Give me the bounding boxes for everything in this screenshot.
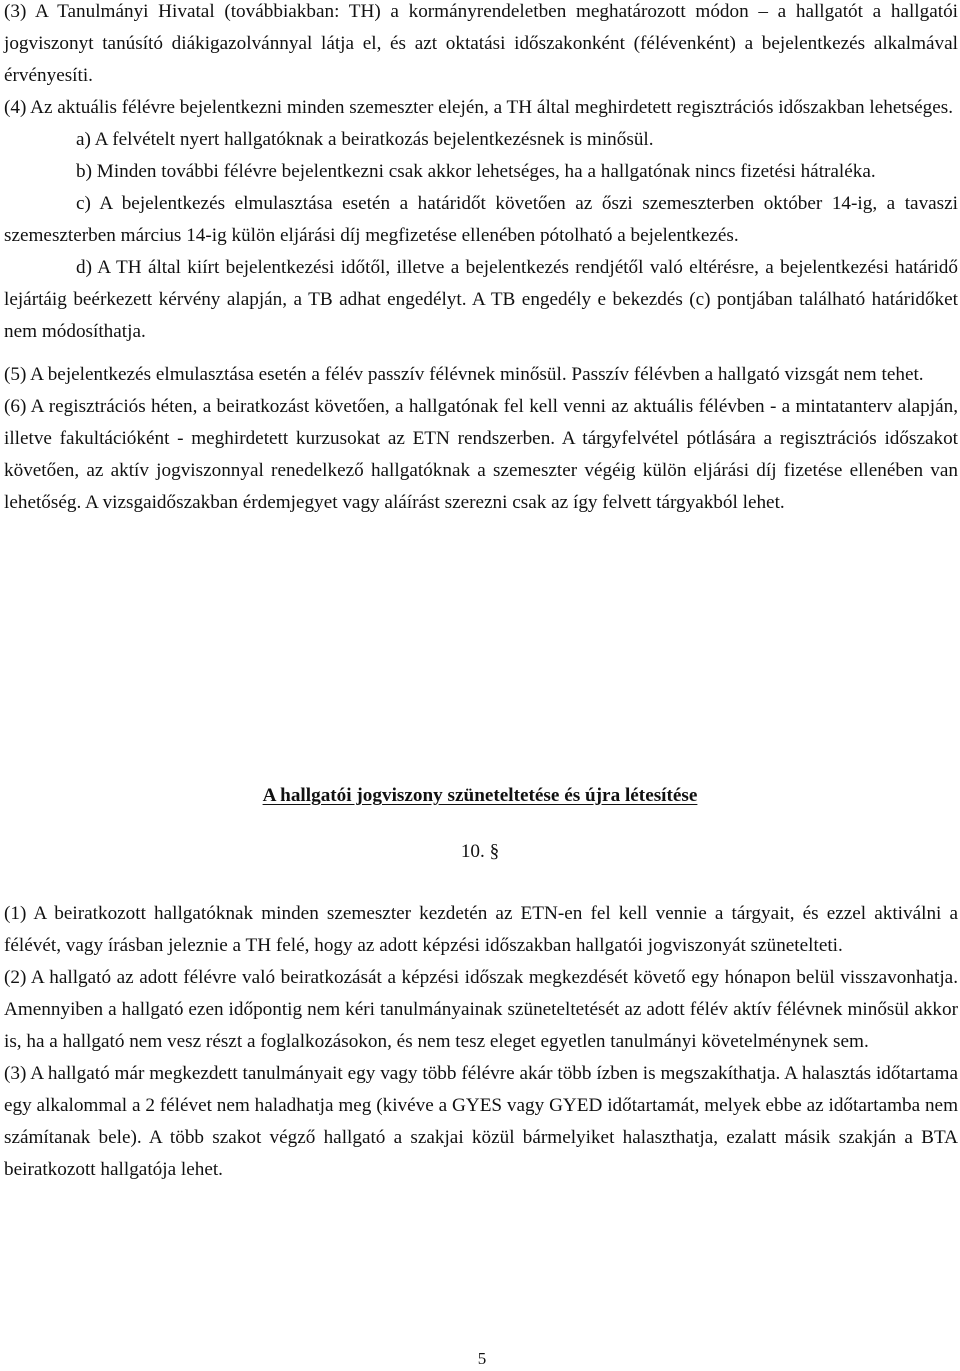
paragraph-4d: d) A TH által kiírt bejelentkezési időtől, illetve a bejelentkezés rendjétől való eltérésre, a bejelentkezési határidő lejártáig beérkezett kérvény alapján, a TB adhat engedélyt. A TB engedély e bekezdés (c) pontjában található határidőket nem módosíthatja.	[4, 257, 958, 342]
paragraph-10-2: (2) A hallgató az adott félévre való beiratkozását a képzési időszak megkezdését követő egy hónapon belül visszavonhatja. Amennyiben a hallgató ezen időpontig nem kéri tanulmányainak szüneteltetését az adott félév aktív félévnek minősül akkor is, ha a hallgató nem vesz részt a foglalkozásokon, és nem tesz eleget egyetlen tanulmányi követelménynek sem.	[4, 967, 958, 1052]
paragraph-3: (3) A Tanulmányi Hivatal (továbbiakban: TH) a kormányrendeletben meghatározott módon – a hallgatót a hallgatói jogviszonyt tanúsító diákigazolvánnyal látja el, és azt oktatási időszakonként (félévenként) a bejelentkezés alkalmával érvényesíti.	[4, 1, 958, 86]
page-number: 5	[477, 1349, 487, 1368]
paragraph-6: (6) A regisztrációs héten, a beiratkozást követően, a hallgatónak fel kell venni az aktuális félévben - a mintatanterv alapján, illetve fakultációként - meghirdetett kurzusokat az ETN rendszerben. A tárgyfelvétel pótlására a regisztrációs időszakot követően, az aktív jogviszonnyal renedelkező hallgatóknak a szemeszter végéig külön eljárási díj fizetése ellenében van lehetőség. A vizsgaidőszakban érdemjegyet vagy aláírást szerezni csak az így felvett tárgyakból lehet.	[4, 396, 958, 513]
paragraph-5: (5) A bejelentkezés elmulasztása esetén a félév passzív félévnek minősül. Passzív félévben a hallgató vizsgát nem tehet.	[4, 364, 924, 385]
paragraph-4b: b) Minden további félévre bejelentkezni csak akkor lehetséges, ha a hallgatónak nincs fizetési hátraléka.	[76, 161, 876, 182]
section-heading: A hallgatói jogviszony szüneteltetése és újra létesítése	[262, 785, 698, 806]
paragraph-10-1: (1) A beiratkozott hallgatóknak minden szemeszter kezdetén az ETN-en fel kell vennie a tárgyait, és ezzel aktiválni a félévét, vagy írásban jeleznie a TH felé, hogy az adott képzési időszakban hallgatói jogviszonyát szünetelteti.	[4, 903, 958, 956]
paragraph-10-3: (3) A hallgató már megkezdett tanulmányait egy vagy több félévre akár több ízben is megszakíthatja. A halasztás időtartama egy alkalommal a 2 félévet nem haladhatja meg (kivéve a GYES vagy GYED időtartamát, melyek ebbe az időtartamba nem számítanak bele). A több szakot végző hallgató a szakjai közül bármelyiket halaszthatja, ezalatt másik szakján a BTA beiratkozott hallgatója lehet.	[4, 1063, 958, 1180]
upper-text-block	[4, 0, 958, 519]
lower-text-block	[4, 898, 958, 1186]
section-number: 10. §	[460, 841, 500, 862]
paragraph-4c: c) A bejelentkezés elmulasztása esetén a határidőt követően az őszi szemeszterben október 14-ig, a tavaszi szemeszterben március 14-ig külön eljárási díj megfizetése ellenében pótolható a bejelentkezés.	[4, 193, 958, 246]
paragraph-4a: a) A felvételt nyert hallgatóknak a beiratkozás bejelentkezésnek is minősül.	[76, 129, 654, 150]
paragraph-4: (4) Az aktuális félévre bejelentkezni minden szemeszter elején, a TH által meghirdetett regisztrációs időszakban lehetséges.	[4, 97, 954, 118]
